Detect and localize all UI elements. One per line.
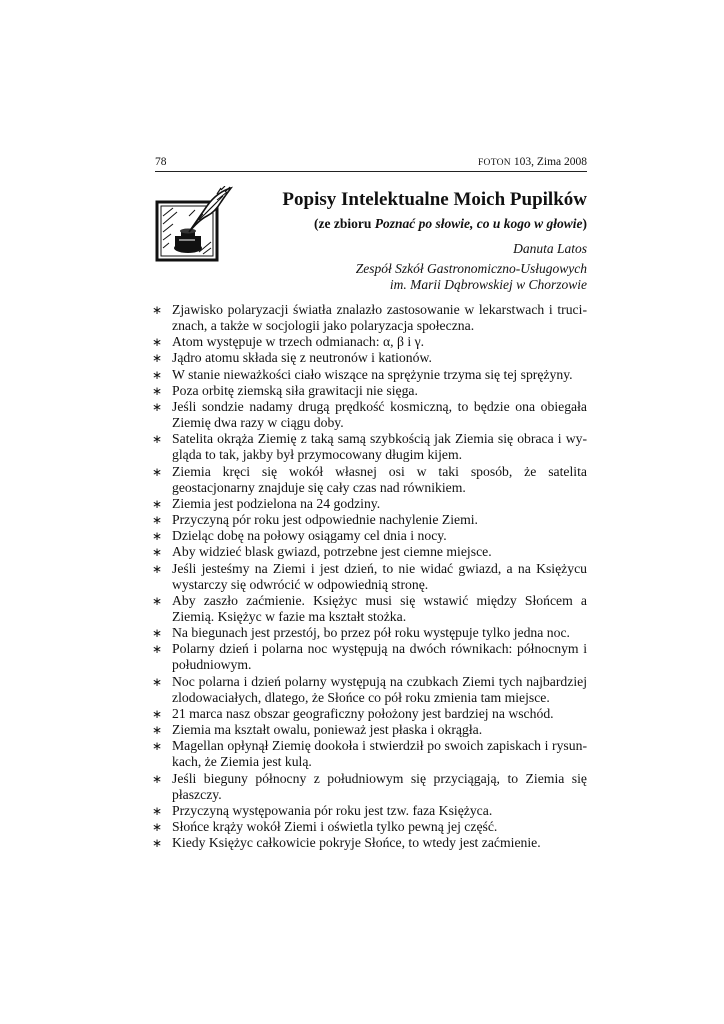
list-item-text: 21 marca nasz obszar geograficzny położony jest bardziej na wschód. [172,705,554,721]
list-item [152,528,587,544]
list-item-text: W stanie nieważkości ciało wiszące na sprężynie trzyma się tej sprężyny. [172,366,573,382]
list-item-text: Kiedy Księżyc całkowicie pokryje Słońce, to wtedy jest zaćmienie. [172,835,541,851]
journal-issue-details: 103, Zima 2008 [510,156,587,168]
list-item [152,738,587,770]
list-item [152,706,587,722]
inkwell-quill-icon [155,186,235,266]
asterisk-bullet-icon: ∗ [152,399,163,414]
asterisk-bullet-icon: ∗ [152,367,163,382]
list-item [152,641,587,673]
list-item-text: Jeśli bieguny północny z południowym się przyciągają, to Ziemia się płaszczy. [172,770,587,802]
asterisk-bullet-icon: ∗ [152,561,163,576]
asterisk-bullet-icon: ∗ [152,803,163,818]
author-name: Danuta Latos [513,241,587,256]
list-item-text: Dzieląc dobę na połowy osiągamy cel dnia i nocy. [172,528,447,544]
list-item [152,835,587,851]
asterisk-bullet-icon: ∗ [152,723,163,738]
list-item-text: Zjawisko polaryzacji światła znalazło zastosowanie w lekarstwach i truciznach, a także w socjologii jako polaryzacja społeczna. [172,302,587,334]
list-item [152,512,587,528]
asterisk-bullet-icon: ∗ [152,706,163,721]
header-rule [155,171,587,172]
list-item-text: Jeśli sondzie nadamy drugą prędkość kosmiczną, to będzie ona obiegała Ziemię dwa razy w ciągu doby. [172,398,587,431]
article-title: Popisy Intelektualne Moich Pupilków [282,189,587,210]
asterisk-bullet-icon: ∗ [152,432,163,447]
list-item-text: Jeśli jesteśmy na Ziemi i jest dzień, to nie widać gwiazd, a na Księżycu wystarczy się odwrócić w odpowiednią stronę. [172,560,587,592]
list-item-text: Ziemia kręci się wokół własnej osi w taki sposób, że satelita geostacjonarny znajduje się cały czas nad równikiem. [172,463,587,495]
list-item [152,819,587,835]
list-item [152,350,587,366]
list-item-text: Przyczyną pór roku jest odpowiednie nachylenie Ziemi. [172,512,478,528]
list-item [152,496,587,512]
journal-name: FOTON [477,158,511,168]
list-item [152,464,587,496]
asterisk-bullet-icon: ∗ [152,351,163,366]
asterisk-bullet-icon: ∗ [152,545,163,560]
list-item-text: Polarny dzień i polarna noc występują na dwóch równikach: północnym i południowym. [172,641,587,673]
article-subtitle [240,216,587,232]
bullet-list [152,302,587,851]
list-item [152,383,587,399]
journal-issue [478,156,587,168]
list-item [152,302,587,334]
affiliation-line-2: im. Marii Dąbrowskiej w Chorzowie [389,277,587,292]
list-item [152,722,587,738]
list-item-text: Ziemia jest podzielona na 24 godziny. [172,495,381,511]
asterisk-bullet-icon: ∗ [152,593,163,608]
list-item [152,431,587,463]
list-item [152,771,587,803]
asterisk-bullet-icon: ∗ [152,496,163,511]
list-item-text: Atom występuje w trzech odmianach: α, β i γ. [172,334,425,350]
list-item [152,367,587,383]
asterisk-bullet-icon: ∗ [152,303,163,317]
subtitle-book-title: Poznać po słowie, co u kogo w głowie [374,216,583,231]
asterisk-bullet-icon: ∗ [152,642,163,657]
asterisk-bullet-icon: ∗ [152,513,163,528]
asterisk-bullet-icon: ∗ [152,820,163,834]
list-item-text: Satelita okrąża Ziemię z taką samą szybkością jak Ziemia się obraca i wygląda to tak, jakby był przymocowany długim kijem. [172,431,587,463]
asterisk-bullet-icon: ∗ [152,529,163,544]
list-item [152,561,587,593]
asterisk-bullet-icon: ∗ [152,674,163,689]
affiliation-line-1: Zespół Szkół Gastronomiczno-Usługowych [355,261,587,276]
subtitle-suffix: ) [582,216,587,231]
list-item [152,593,587,625]
list-item-text: Magellan opłynął Ziemię dookoła i stwierdził po swoich zapiskach i rysunkach, że Ziemia jest kulą. [172,738,587,770]
list-item-text: Przyczyną występowania pór roku jest tzw. faza Księżyca. [172,802,493,818]
list-item [152,334,587,350]
list-item-text: Aby zaszło zaćmienie. Księżyc musi się wstawić między Słońcem a Ziemią. Księżyc w fazie ma kształt stożka. [172,592,587,624]
list-item [152,399,587,431]
asterisk-bullet-icon: ∗ [152,626,163,641]
list-item-text: Aby widzieć blask gwiazd, potrzebne jest ciemne miejsce. [172,544,492,560]
list-item-text: Słońce krąży wokół Ziemi i oświetla tylko pewną jej część. [172,819,498,834]
subtitle-prefix: (ze zbioru [314,216,375,231]
list-item [152,544,587,560]
asterisk-bullet-icon: ∗ [152,383,163,398]
asterisk-bullet-icon: ∗ [152,771,163,786]
asterisk-bullet-icon: ∗ [152,335,163,350]
list-item [152,674,587,706]
list-item-text: Jądro atomu składa się z neutronów i kationów. [172,350,432,366]
asterisk-bullet-icon: ∗ [152,836,163,851]
list-item [152,803,587,819]
list-item [152,625,587,641]
list-item-text: Ziemia ma kształt owalu, ponieważ jest płaska i okrągła. [172,722,483,738]
page-number: 78 [155,156,167,168]
list-item-text: Na biegunach jest przestój, bo przez pół roku występuje tylko jedna noc. [172,625,570,641]
asterisk-bullet-icon: ∗ [152,739,163,754]
asterisk-bullet-icon: ∗ [152,464,163,479]
list-item-text: Poza orbitę ziemską siła grawitacji nie sięga. [172,382,418,398]
list-item-text: Noc polarna i dzień polarny występują na czubkach Ziemi tych najbardziej zlodowaciałych, dlatego, że Słońce co pół roku zmienia tam miejsce. [172,673,587,705]
